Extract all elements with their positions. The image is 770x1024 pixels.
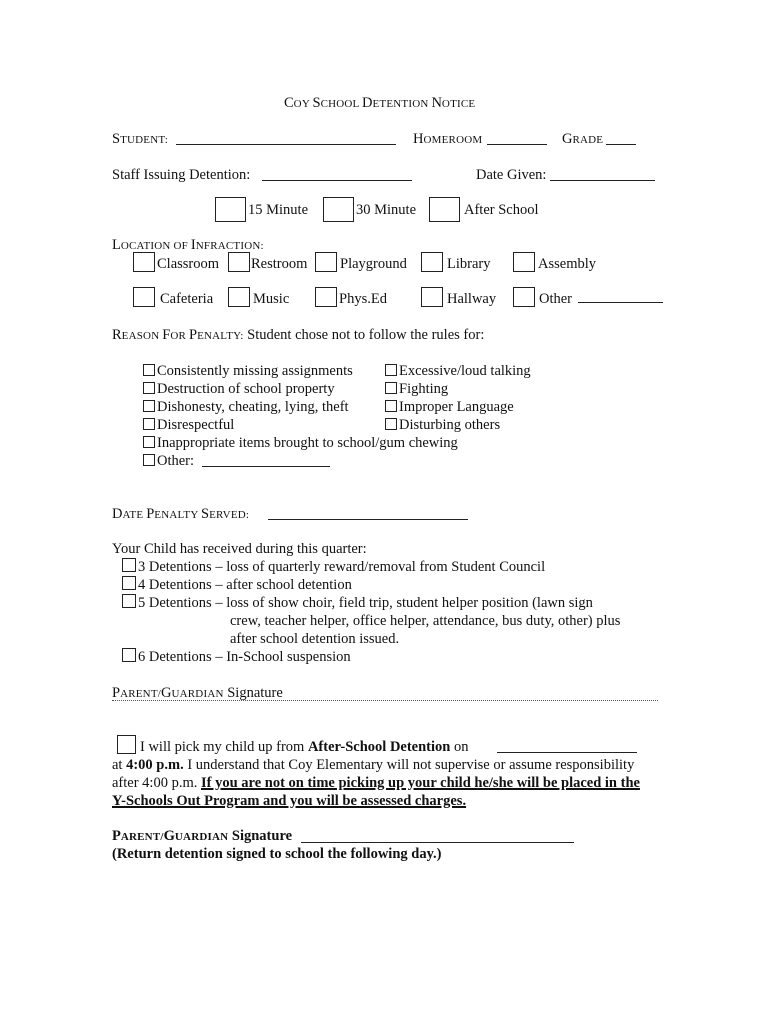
student-name-field[interactable] [176, 144, 396, 145]
reason-item[interactable]: Excessive/loud talking [385, 362, 531, 380]
location-restroom-label: Restroom [251, 256, 308, 272]
checkbox[interactable] [143, 364, 155, 376]
checkbox[interactable] [143, 454, 155, 466]
pickup-line-3: after 4:00 p.m. If you are not on time picking up your child he/she will be placed in the [112, 775, 640, 791]
reason-other-field[interactable] [202, 466, 330, 467]
date-given-label: Date Given: [476, 167, 547, 183]
checkbox[interactable] [143, 382, 155, 394]
quarter-item-continuation: crew, teacher helper, office helper, attendance, bus duty, other) plus [230, 613, 621, 629]
checkbox[interactable] [385, 382, 397, 394]
pickup-line-1: I will pick my child up from After-School Detention on [140, 739, 469, 755]
student-label: STUDENT: [112, 131, 168, 147]
reason-item[interactable]: Dishonesty, cheating, lying, theft [143, 398, 349, 416]
location-playground-checkbox[interactable] [315, 252, 337, 272]
homeroom-field[interactable] [487, 144, 547, 145]
location-other-label: Other [539, 291, 573, 307]
pickup-checkbox[interactable] [117, 735, 136, 754]
quarter-item[interactable]: 4 Detentions – after school detention [122, 576, 352, 594]
checkbox[interactable] [122, 594, 136, 608]
duration-15-label: 15 Minute [248, 202, 309, 218]
checkbox[interactable] [143, 418, 155, 430]
reason-item[interactable]: Fighting [385, 380, 448, 398]
checkbox[interactable] [122, 576, 136, 590]
location-classroom-label: Classroom [157, 256, 220, 272]
staff-label: Staff Issuing Detention: [112, 167, 251, 183]
reason-item[interactable]: Disrespectful [143, 416, 234, 434]
location-hallway-checkbox[interactable] [421, 287, 443, 307]
date-served-field[interactable] [268, 519, 468, 520]
date-served-label: DATE PENALTY SERVED: [112, 506, 250, 522]
location-physed-checkbox[interactable] [315, 287, 337, 307]
location-classroom-checkbox[interactable] [133, 252, 155, 272]
pickup-line-2: at 4:00 p.m. I understand that Coy Elementary will not supervise or assume responsibility [112, 757, 635, 773]
date-given-field[interactable] [550, 180, 655, 181]
duration-15-checkbox[interactable] [215, 197, 246, 222]
form-title: COY SCHOOL DETENTION NOTICE [284, 95, 476, 111]
checkbox[interactable] [385, 364, 397, 376]
location-restroom-checkbox[interactable] [228, 252, 250, 272]
location-heading: LOCATION OF INFRACTION: [112, 237, 264, 253]
location-physed-label: Phys.Ed [339, 291, 387, 307]
duration-after-school-label: After School [464, 202, 539, 218]
checkbox[interactable] [385, 418, 397, 430]
location-playground-label: Playground [340, 256, 407, 272]
reason-item[interactable]: Improper Language [385, 398, 514, 416]
quarter-item-continuation: after school detention issued. [230, 631, 400, 647]
quarter-item[interactable]: 3 Detentions – loss of quarterly reward/removal from Student Council [122, 558, 545, 576]
checkbox[interactable] [143, 436, 155, 448]
location-music-label: Music [253, 291, 290, 307]
parent-signature-label-2: PARENT/GUARDIAN Signature [112, 828, 293, 844]
location-assembly-label: Assembly [538, 256, 596, 272]
reason-item[interactable]: Consistently missing assignments [143, 362, 353, 380]
homeroom-label: HOMEROOM [413, 131, 483, 147]
duration-30-checkbox[interactable] [323, 197, 354, 222]
location-other-field[interactable] [578, 302, 663, 303]
location-library-label: Library [447, 256, 491, 272]
staff-field[interactable] [262, 180, 412, 181]
location-other-checkbox[interactable] [513, 287, 535, 307]
location-hallway-label: Hallway [447, 291, 497, 307]
reason-heading: REASON FOR PENALTY: Student chose not to follow the rules for: [112, 327, 485, 343]
location-music-checkbox[interactable] [228, 287, 250, 307]
checkbox[interactable] [385, 400, 397, 412]
duration-30-label: 30 Minute [356, 202, 417, 218]
reason-item[interactable]: Destruction of school property [143, 380, 335, 398]
pickup-line-4: Y-Schools Out Program and you will be assessed charges. [112, 793, 467, 809]
quarter-item[interactable]: 5 Detentions – loss of show choir, field trip, student helper position (lawn sign [122, 594, 593, 612]
reason-item[interactable]: Other: [143, 452, 194, 470]
location-library-checkbox[interactable] [421, 252, 443, 272]
checkbox[interactable] [143, 400, 155, 412]
quarter-item[interactable]: 6 Detentions – In-School suspension [122, 648, 351, 666]
signature-dotted-line[interactable] [112, 700, 658, 701]
reason-item[interactable]: Inappropriate items brought to school/gum chewing [143, 434, 458, 452]
grade-label: GRADE [562, 131, 604, 147]
location-assembly-checkbox[interactable] [513, 252, 535, 272]
checkbox[interactable] [122, 648, 136, 662]
parent-signature-field-2[interactable] [301, 842, 574, 843]
quarter-intro: Your Child has received during this quarter: [112, 541, 367, 557]
pickup-date-field[interactable] [497, 752, 637, 753]
location-cafeteria-checkbox[interactable] [133, 287, 155, 307]
parent-signature-label: PARENT/GUARDIAN Signature [112, 685, 283, 701]
location-cafeteria-label: Cafeteria [160, 291, 214, 307]
checkbox[interactable] [122, 558, 136, 572]
duration-after-school-checkbox[interactable] [429, 197, 460, 222]
grade-field[interactable] [606, 144, 636, 145]
return-note: (Return detention signed to school the following day.) [112, 846, 442, 862]
reason-item[interactable]: Disturbing others [385, 416, 500, 434]
